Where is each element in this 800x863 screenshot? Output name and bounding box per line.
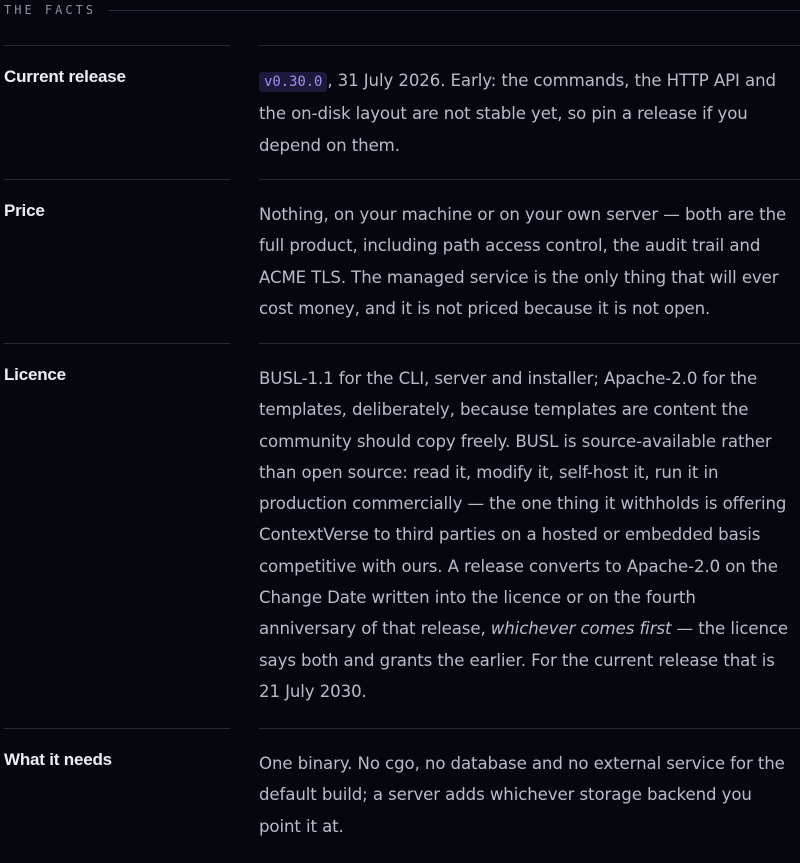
row-divider (4, 343, 230, 344)
version-code: v0.30.0 (259, 72, 327, 92)
row-divider (4, 728, 230, 729)
row-divider (259, 728, 800, 729)
fact-term-release: Current release (4, 67, 126, 86)
fact-term-licence: Licence (4, 365, 66, 384)
fact-term-price: Price (4, 201, 45, 220)
licence-text-end: — the licence says both and grants the earlier. For the current release that is 21 July 2030. (259, 619, 789, 701)
row-divider (4, 179, 230, 180)
row-divider (4, 45, 230, 46)
fact-description-release (259, 65, 794, 161)
fact-description-licence (259, 363, 794, 707)
licence-text: BUSL-1.1 for the CLI, server and installer; Apache-2.0 for the templates, deliberately, because templates are content the community should copy freely. BUSL is source-available rather than open source: read it, modify it, self-host it, run it in production commercially — the one thing it withholds is offering ContextVerse to third parties on a hosted or embedded basis competitive with ours. A release converts to Apache-2.0 on the Change Date written into the licence or on the fourth anniversary of that release, (259, 369, 787, 639)
row-divider (259, 179, 800, 180)
row-divider (259, 343, 800, 344)
fact-term-needs: What it needs (4, 750, 112, 769)
section-header (0, 0, 800, 20)
release-text: , 31 July 2026. Early: the commands, the HTTP API and the on-disk layout are not stable yet, so pin a release if you depend on them. (259, 71, 776, 155)
fact-description-needs: One binary. No cgo, no database and no external service for the default build; a server adds whichever storage backend you point it at. (259, 754, 785, 836)
section-title: THE FACTS (4, 3, 97, 17)
licence-emphasis: whichever comes first (490, 619, 672, 639)
row-divider (259, 45, 800, 46)
section-divider (108, 10, 800, 11)
fact-description-price: Nothing, on your machine or on your own server — both are the full product, including path access control, the audit trail and ACME TLS. The managed service is the only thing that will ever cost money, and it is not priced because it is not open. (259, 205, 787, 318)
